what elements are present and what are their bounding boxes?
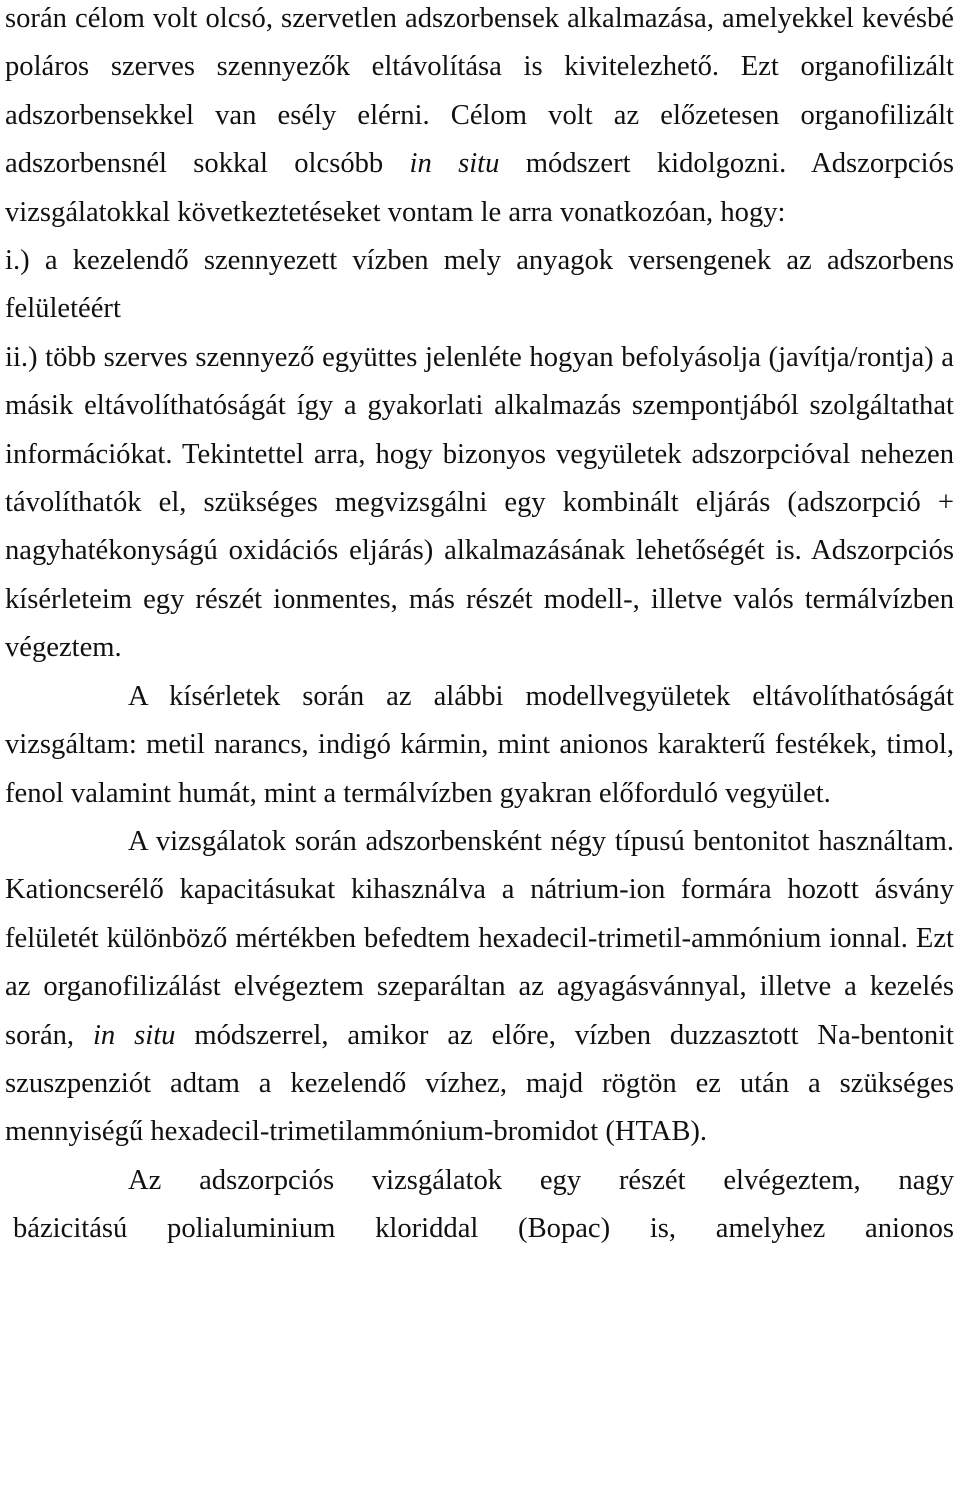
- list-item-i: i.) a kezelendő szennyezett vízben mely anyagok versengenek az adszorbens felületéért: [5, 245, 954, 325]
- paragraph-bopac-line-2: bázicitású polialuminium kloriddal (Bopac) is, amelyhez anionos: [13, 1213, 954, 1245]
- paragraph-bentonite: [5, 818, 954, 1157]
- paragraph-bentonite-text-2: módszerrel, amikor az előre, vízben duzzasztott Na-bentonit szuszpenziót adtam a kezelendő vízhez, majd rögtön ez után a szükséges mennyiségű hexadecil-trimetilammónium-bromidot (HTAB).: [5, 1019, 955, 1148]
- paragraph-model-compounds: A kísérletek során az alábbi modellvegyületek eltávolíthatóságát vizsgáltam: metil narancs, indigó kármin, mint anionos karakterű festékek, timol, fenol valamint humát, mint a termálvízben gyakran előforduló vegyület.: [5, 680, 954, 809]
- paragraph-intro-text-1: során célom volt olcsó, szervetlen adszorbensek alkalmazása, amelyekkel kevésbé poláros szerves szennyezők eltávolítása is kivitelezhető. Ezt organofilizált adszorbensekkel van esély elérni. Célom volt az előzetesen organofilizált adszorbensnél sokkal olcsóbb: [5, 3, 954, 180]
- in-situ-italic: in situ: [409, 148, 500, 180]
- in-situ-italic: in situ: [92, 1019, 176, 1051]
- paragraph-bopac-line-1: Az adszorpciós vizsgálatok egy részét elvégeztem, nagy: [128, 1164, 954, 1196]
- paragraph-intro-text-2: módszert kidolgozni. Adszorpciós vizsgálatokkal következtetéseket vontam le arra vonatkozóan, hogy:: [5, 148, 954, 228]
- list-item-ii: ii.) több szerves szennyező együttes jelenléte hogyan befolyásolja (javítja/rontja) a másik eltávolíthatóságát így a gyakorlati alkalmazás szempontjából szolgáltathat információkat. Tekintettel arra, hogy bizonyos vegyületek adszorpcióval nehezen távolíthatók el, szükséges megvizsgálni egy kombinált eljárás (adszorpció + nagyhatékonyságú oxidációs eljárás) alkalmazásának lehetőségét is. Adszorpciós kísérleteim egy részét ionmentes, más részét modell-, illetve valós termálvízben végeztem.: [5, 341, 954, 664]
- paragraph-bentonite-text-1: A vizsgálatok során adszorbensként négy típusú bentonitot használtam. Kationcserélő kapacitásukat kihasználva a nátrium-ion formára hozott ásvány felületét különböző mértékben befedtem hexadecil-trimetil-ammónium ionnal. Ezt az organofilizálást elvégeztem szeparáltan az agyagásvánnyal, illetve a kezelés során,: [5, 825, 954, 1051]
- paragraph-intro: [5, 0, 954, 237]
